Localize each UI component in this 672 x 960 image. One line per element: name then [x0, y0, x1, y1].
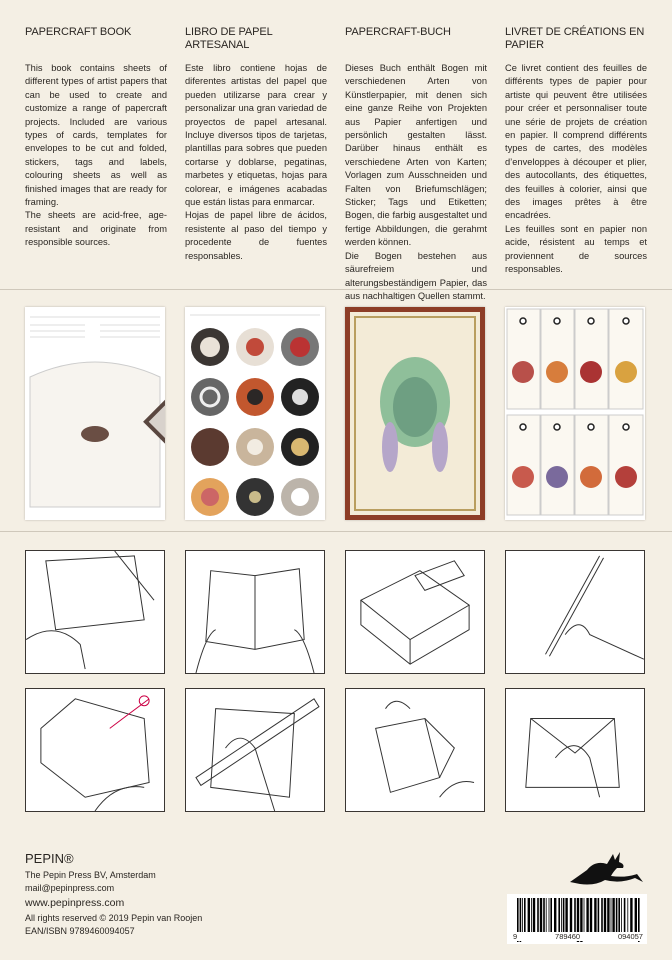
- barcode-bar: [611, 898, 612, 934]
- barcode-bar: [616, 898, 618, 934]
- barcode-bar: [584, 898, 585, 934]
- barcode-bar: [604, 898, 606, 934]
- publisher-logo-text: PEPIN®: [25, 851, 74, 866]
- column-spanish: [185, 26, 327, 263]
- barcode-bar: [558, 898, 560, 934]
- publisher-info: [25, 852, 202, 938]
- barcode-bar: [550, 898, 552, 934]
- barcode-bar: [601, 898, 603, 934]
- barcode-bar: [543, 898, 545, 934]
- barcode-bar: [549, 898, 550, 934]
- barcode-bar: [533, 898, 535, 934]
- barcode-bar: [546, 898, 547, 934]
- column-english: [25, 26, 167, 250]
- column-title: PAPERCRAFT BOOK: [25, 26, 132, 38]
- envelope-template-sheet: [25, 307, 165, 520]
- column-title: PAPERCRAFT-BUCH: [345, 26, 451, 38]
- email-link[interactable]: mail@pepinpress.com: [25, 883, 115, 893]
- column-paragraph: Ce livret contient des feuilles de différents types de papier pour artiste qui peuvent être utilisées pour créer et personnaliser toute une série de projets de création en papier. Il comprend différents types de cartes, des modèles d’enveloppes à découper et plier, des autocollants, des étiquettes, des feuilles à colorier, ainsi que des images prêtes à être encadrées.: [505, 63, 647, 221]
- hare-logo-icon: [565, 850, 645, 890]
- column-paragraph: Die Bogen bestehen aus säurefreiem und alterungsbeständigem Papier, das aus nachhaltigen Quellen stammt.: [345, 250, 487, 301]
- barcode-bar: [565, 898, 567, 934]
- barcode-bar: [598, 898, 600, 934]
- barcode-bar: [554, 898, 556, 934]
- column-title: LIVRET DE CRÉATIONS EN PAPIER: [505, 26, 645, 51]
- barcode-bar: [624, 898, 626, 934]
- barcode-bar: [594, 898, 596, 934]
- barcode-bar: [612, 898, 614, 934]
- barcode-bar: [522, 898, 523, 934]
- column-german: [345, 26, 487, 303]
- isbn: EAN/ISBN 9789460094057: [25, 926, 135, 936]
- barcode-bar: [524, 898, 526, 934]
- website-link[interactable]: www.pepinpress.com: [25, 897, 125, 909]
- column-title: LIBRO DE PAPEL ARTESANAL: [185, 26, 273, 51]
- divider: [0, 289, 672, 290]
- column-paragraph: Hojas de papel libre de ácidos, resistente al paso del tiempo y procedente de fuentes responsables.: [185, 210, 327, 261]
- column-paragraph: Dieses Buch enthält Bogen mit verschiedenen Arten von Künstlerpapier, mit denen sich eine ganze Reihe von Projekten aus Papier anfertigen und persönlich gestalten lässt. Darüber hinaus enthält es verschiedene Arten von Karten; Vorlagen zum Ausschneiden und Falten von Briefumschlägen; Sticker; Tags und Etiketten; Bogen, die farbig ausgestaltet und fertige Abbildungen, die gerahmt werden können.: [345, 63, 487, 248]
- barcode-bar: [563, 898, 565, 934]
- column-paragraph: The sheets are acid-free, age-resistant and originate from responsible sources.: [25, 210, 167, 248]
- barcode-bar: [618, 898, 620, 934]
- column-paragraph: Este libro contiene hojas de diferentes artistas del papel que pueden utilizarse para crear y personalizar una gran variedad de proyectos de papel artesanal. Incluye diversos tipos de tarjetas, plantillas para sobres que pueden cortarse y doblarse, pegatinas, marbetes y etiquetas, hojas para colorear, e imágenes acabadas que están listas para enmarcar.: [185, 63, 327, 208]
- barcode-digits-left: 789460: [555, 932, 581, 941]
- barcode-bar: [635, 898, 637, 934]
- company-name: The Pepin Press BV, Amsterdam: [25, 870, 156, 880]
- barcode-bar: [574, 898, 576, 934]
- barcode-bar: [607, 898, 609, 934]
- instruction-write-with-pen: [505, 550, 645, 674]
- barcode-bar: [621, 898, 622, 934]
- column-french: [505, 26, 647, 277]
- instruction-score-with-ruler: [185, 688, 325, 812]
- barcode-bar: [528, 898, 530, 934]
- instruction-fold-card: [185, 550, 325, 674]
- divider: [0, 531, 672, 532]
- instruction-cut-paper: [25, 550, 165, 674]
- barcode-bar: [561, 898, 562, 934]
- sticker-circles-sheet: [185, 307, 325, 520]
- barcode-bar: [630, 898, 632, 934]
- barcode-digits-right: 094057: [617, 932, 643, 941]
- instruction-seal-envelope: [505, 688, 645, 812]
- column-paragraph: Les feuilles sont en papier non acide, résistent au temps et proviennent de sources responsables.: [505, 223, 647, 275]
- framed-peacock-print: [345, 307, 485, 520]
- barcode-bar: [586, 898, 588, 934]
- instruction-cut-envelope: [25, 688, 165, 812]
- instruction-wrap-with-tag: [345, 550, 485, 674]
- barcode-digits: [510, 932, 646, 941]
- barcode-bar: [531, 898, 532, 934]
- barcode-bar: [570, 898, 572, 934]
- barcode-bar: [590, 898, 592, 934]
- barcode-bar: [540, 898, 542, 934]
- gift-tags-sheet: [505, 307, 645, 520]
- barcode-bar: [537, 898, 539, 934]
- barcode-digit-prefix: 9: [513, 932, 518, 941]
- copyright: All rights reserved © 2019 Pepin van Roojen: [25, 913, 203, 923]
- instruction-fold-envelope: [345, 688, 485, 812]
- barcode-bar: [627, 898, 628, 934]
- column-paragraph: This book contains sheets of different types of artist papers that can be used to create and customize a range of papercraft projects. Included are various types of cards, templates for envelopes to be cut and folded, stickers, tags and labels, colouring sheets as well as finished images that are ready for framing.: [25, 63, 167, 208]
